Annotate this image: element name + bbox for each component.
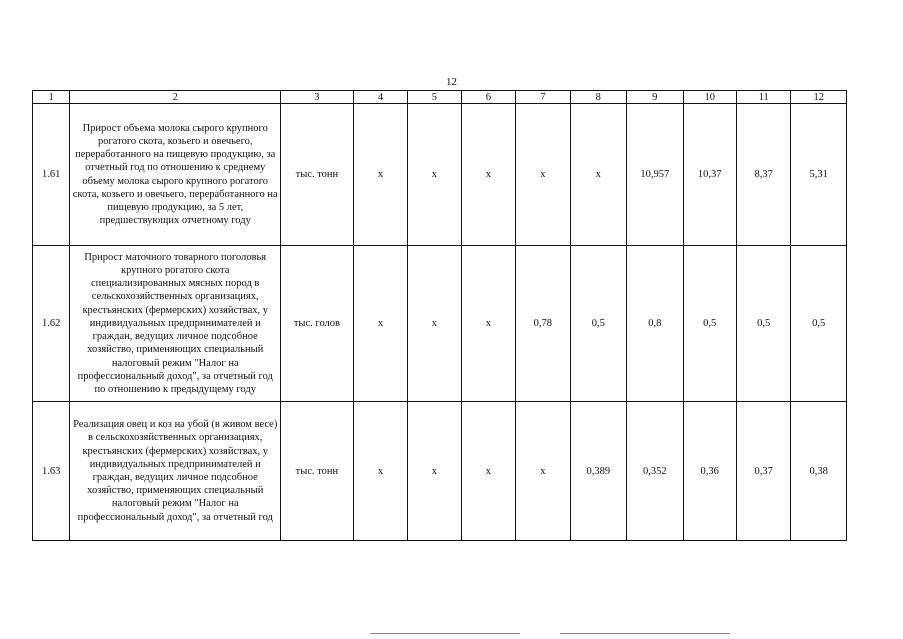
table-row bbox=[33, 104, 847, 246]
indicator-table bbox=[32, 90, 847, 541]
row-number: 1.61 bbox=[33, 104, 70, 246]
header-cell-7: 7 bbox=[516, 91, 570, 104]
header-row bbox=[33, 91, 847, 104]
header-cell-12: 12 bbox=[791, 91, 847, 104]
value-cell: 0,38 bbox=[791, 402, 847, 541]
value-cell: 0,5 bbox=[683, 246, 736, 402]
value-cell: 10,37 bbox=[683, 104, 736, 246]
indicator-name: Реализация овец и коз на убой (в живом весе) в сельскохозяйственных организациях, крестьянских (фермерских) хозяйствах, у индивидуальных предпринимателей и граждан, ведущих личное подсобное хозяйство, применяющих специальный налоговый режим "Налог на профессиональный доход", за отчетный год bbox=[70, 402, 281, 541]
header-cell-9: 9 bbox=[627, 91, 683, 104]
header-cell-6: 6 bbox=[461, 91, 515, 104]
table-row bbox=[33, 246, 847, 402]
value-cell: x bbox=[461, 104, 515, 246]
value-cell: 0,78 bbox=[516, 246, 570, 402]
row-number: 1.63 bbox=[33, 402, 70, 541]
header-cell-1: 1 bbox=[33, 91, 70, 104]
page-number: 12 bbox=[446, 76, 457, 88]
table-row bbox=[33, 402, 847, 541]
value-cell: x bbox=[353, 104, 407, 246]
value-cell: x bbox=[516, 402, 570, 541]
header-cell-8: 8 bbox=[570, 91, 626, 104]
header-cell-2: 2 bbox=[70, 91, 281, 104]
value-cell: 0,5 bbox=[736, 246, 790, 402]
scan-edge-line bbox=[370, 633, 520, 634]
indicator-name: Прирост объема молока сырого крупного рогатого скота, козьего и овечьего, переработанного на пищевую продукцию, за отчетный год по отношению к среднему объему молока сырого крупного рогатого скота, козьего и овечьего, переработанного на пищевую продукцию, за 5 лет, предшествующих отчетному году bbox=[70, 104, 281, 246]
scan-edge-line bbox=[560, 633, 730, 634]
header-cell-5: 5 bbox=[408, 91, 461, 104]
header-cell-4: 4 bbox=[353, 91, 407, 104]
header-cell-3: 3 bbox=[281, 91, 354, 104]
value-cell: x bbox=[516, 104, 570, 246]
value-cell: x bbox=[408, 402, 461, 541]
header-cell-11: 11 bbox=[736, 91, 790, 104]
unit-cell: тыс. голов bbox=[281, 246, 354, 402]
value-cell: x bbox=[461, 402, 515, 541]
row-number: 1.62 bbox=[33, 246, 70, 402]
value-cell: x bbox=[461, 246, 515, 402]
indicator-name: Прирост маточного товарного поголовья крупного рогатого скота специализированных мясных пород в сельскохозяйственных организациях, крестьянских (фермерских) хозяйствах, у индивидуальных предпринимателей и граждан, ведущих личное подсобное хозяйство, применяющих специальный налоговый режим "Налог на профессиональный доход", за отчетный год по отношению к предыдущему году bbox=[70, 246, 281, 402]
value-cell: 10,957 bbox=[627, 104, 683, 246]
value-cell: 0,36 bbox=[683, 402, 736, 541]
value-cell: x bbox=[408, 104, 461, 246]
value-cell: 0,5 bbox=[791, 246, 847, 402]
value-cell: 0,352 bbox=[627, 402, 683, 541]
value-cell: x bbox=[570, 104, 626, 246]
value-cell: 0,37 bbox=[736, 402, 790, 541]
unit-cell: тыс. тонн bbox=[281, 104, 354, 246]
value-cell: 5,31 bbox=[791, 104, 847, 246]
value-cell: 0,5 bbox=[570, 246, 626, 402]
unit-cell: тыс. тонн bbox=[281, 402, 354, 541]
value-cell: 0,389 bbox=[570, 402, 626, 541]
value-cell: 0,8 bbox=[627, 246, 683, 402]
value-cell: x bbox=[353, 246, 407, 402]
value-cell: x bbox=[353, 402, 407, 541]
value-cell: x bbox=[408, 246, 461, 402]
header-cell-10: 10 bbox=[683, 91, 736, 104]
value-cell: 8,37 bbox=[736, 104, 790, 246]
